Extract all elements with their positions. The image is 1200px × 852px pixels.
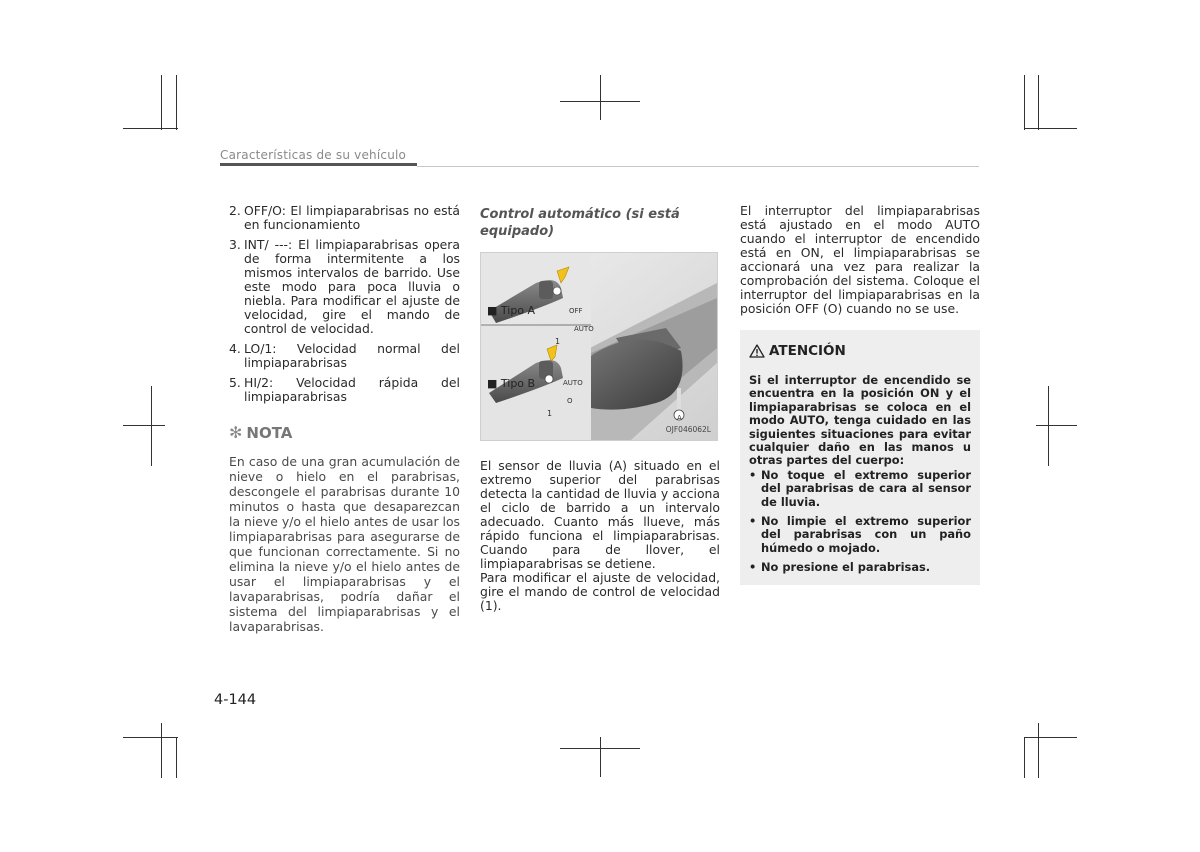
list-item: 5. HI/2: Velocidad rápida del limpiaparabrisas xyxy=(229,375,460,404)
list-item: 2. OFF/O: El limpiaparabrisas no está en funcionamiento xyxy=(229,203,460,232)
auto-label: AUTO xyxy=(574,325,594,333)
type-b-label: ■ Tipo B xyxy=(487,377,536,390)
speed-control-number: 1 xyxy=(547,409,553,418)
middle-column xyxy=(480,206,720,613)
figure-code: OJF046062L xyxy=(665,425,711,434)
asterisk-icon: ✻ xyxy=(229,423,243,442)
auto-mode-paragraph: El interruptor del limpiaparabrisas está ajustado en el modo AUTO cuando el interruptor de encendido está en ON, el limpiaparabrisas se accionará una vez para realizar la comprobación del sistema. Coloque el interruptor del limpiaparabrisas en la posición OFF (O) cuando no se use. xyxy=(740,203,980,316)
section-title: Control automático (si está equipado) xyxy=(480,207,680,239)
off-o-label: O xyxy=(567,397,573,405)
speed-control-number: 1 xyxy=(555,337,561,346)
left-column xyxy=(229,204,460,634)
warning-box xyxy=(740,330,980,585)
list-item: 4. LO/1: Velocidad normal del limpiaparabrisas xyxy=(229,341,460,370)
rain-sensor-label: A xyxy=(677,414,682,422)
warning-bullet: • No toque el extremo superior del parabrisas de cara al sensor de lluvia. xyxy=(749,467,971,509)
note-body: En caso de una gran acumulación de nieve o hielo en el parabrisas, descongele el parabrisas durante 10 minutos o hasta que desaparezcan la nieve y/o el hielo antes de usar los limpiaparabrisas para asegurarse de que funcionan correctamente. Si no elimina la nieve y/o el hielo antes de usar el limpiaparabrisas y el lavaparabrisas, podría dañar el sistema del limpiaparabrisas y el lavaparabrisas. xyxy=(229,454,460,634)
warning-bullet: • No limpie el extremo superior del parabrisas con un paño húmedo o mojado. xyxy=(749,514,971,555)
off-label: OFF xyxy=(569,307,583,315)
header-rule-thin xyxy=(417,166,979,167)
warning-triangle-icon xyxy=(749,344,765,358)
note-heading: ✻ NOTA xyxy=(229,423,293,442)
type-a-label: ■ Tipo A xyxy=(487,304,536,317)
right-column xyxy=(740,204,980,585)
warning-bullet: • No presione el parabrisas. xyxy=(749,560,931,575)
page-number: 4-144 xyxy=(214,692,257,708)
wiper-control-figure xyxy=(480,252,718,441)
auto-label: AUTO xyxy=(563,379,583,387)
warning-heading: ATENCIÓN xyxy=(749,344,971,358)
speed-adjust-paragraph: Para modificar el ajuste de velocidad, gire el mando de control de velocidad (1). xyxy=(480,570,720,613)
warning-text: Si el interruptor de encendido se encuentra en la posición ON y el limpiaparabrisas se coloca en el modo AUTO, tenga cuidado en las siguientes situaciones para evitar cualquier daño en las manos u otras partes del cuerpo: xyxy=(749,373,971,468)
rain-sensor-paragraph: El sensor de lluvia (A) situado en el extremo superior del parabrisas detecta la cantidad de lluvia y acciona el ciclo de barrido a un intervalo adecuado. Cuanto más llueve, más rápido funciona el limpiaparabrisas. Cuando para de llover, el limpiaparabrisas se detiene. xyxy=(480,458,720,571)
header-rule-thick xyxy=(220,163,417,166)
section-header: Características de su vehículo xyxy=(220,148,407,162)
list-item: 3. INT/ ---: El limpiaparabrisas opera de forma intermitente a los mismos intervalos de barrido. Use este modo para poca lluvia o niebla. Para modificar el ajuste de velocidad, gire el mando de control de velocidad. xyxy=(229,237,460,336)
